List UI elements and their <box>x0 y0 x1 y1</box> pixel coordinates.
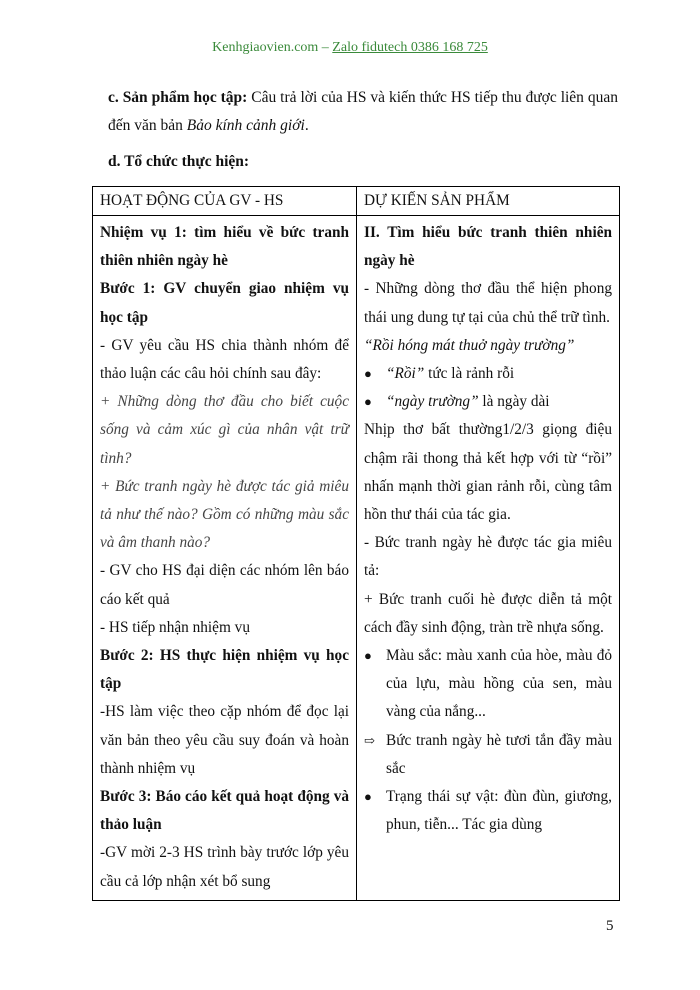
step2-text: -HS làm việc theo cặp nhóm để đọc lại văn bản theo yêu cầu suy đoán và hoàn thành nhiệm vụ <box>100 703 349 777</box>
product-p4: + Bức tranh cuối hè được diễn tả một cách đầy sinh động, tràn trề nhựa sống. <box>364 590 612 636</box>
states-text: Trạng thái sự vật: đùn đùn, giương, phun, tiễn... Tác gia dùng <box>386 788 612 834</box>
activity-table <box>92 186 620 901</box>
question-1: + Những dòng thơ đầu cho biết cuộc sống và cảm xúc gì của nhân vật trữ tình? <box>100 393 349 467</box>
step3-title: Bước 3: Báo cáo kết quả hoạt động và thảo luận <box>100 788 349 834</box>
section-c-label: c. Sản phẩm học tập: <box>108 89 248 106</box>
page-header <box>0 40 700 56</box>
step3-text: -GV mời 2-3 HS trình bày trước lớp yêu cầu cả lớp nhận xét bổ sung <box>100 844 349 890</box>
product-p3: - Bức tranh ngày hè được tác gia miêu tả: <box>364 534 612 580</box>
section-c <box>108 84 618 140</box>
term-ngay-truong: “ngày trường” <box>386 393 479 411</box>
step2-title: Bước 2: HS thực hiện nhiệm vụ học tập <box>100 647 349 693</box>
list-item <box>364 783 612 839</box>
teacher-activity-cell <box>93 216 357 901</box>
task1-title: Nhiệm vụ 1: tìm hiểu về bức tranh thiên nhiên ngày hè <box>100 224 349 270</box>
col2-header: DỰ KIẾN SẢN PHẨM <box>357 187 620 216</box>
list-item <box>364 388 612 416</box>
section-d <box>108 148 618 176</box>
product-p2: Nhịp thơ bất thường1/2/3 giọng điệu chậm rãi thong thả kết hợp với từ “rồi” nhấn mạnh thời gian rảnh rỗi, cùng tâm hồn thư thái của tác gia. <box>364 421 612 524</box>
table-header-row <box>93 187 620 216</box>
expected-product-cell <box>357 216 620 901</box>
term-ngay-truong-meaning: là ngày dài <box>478 393 550 411</box>
product-p1: - Những dòng thơ đầu thể hiện phong thái ung dung tự tại của chủ thể trữ tình. <box>364 280 612 326</box>
bullet-dot-icon: ● <box>364 648 372 664</box>
site-name[interactable]: Kenhgiaovien.com <box>212 40 319 55</box>
step1-receive: - HS tiếp nhận nhiệm vụ <box>100 618 250 636</box>
step1-instruction: - GV yêu cầu HS chia thành nhóm để thảo luận các câu hỏi chính sau đây: <box>100 336 349 383</box>
poem-quote: “Rồi hóng mát thuở ngày trường” <box>364 336 575 354</box>
colors-text: Màu sắc: màu xanh của hòe, màu đỏ của lựu, màu hồng của sen, màu vàng của nắng... <box>386 647 612 721</box>
page-number: 5 <box>606 918 614 934</box>
term-roi-meaning: tức là rảnh rỗi <box>424 365 515 383</box>
term-roi: “Rồi” <box>386 365 425 383</box>
work-title: Bảo kính cảnh giới <box>186 117 305 134</box>
section-c-end: . <box>304 117 309 134</box>
contact-link[interactable]: Zalo fidutech 0386 168 725 <box>332 40 488 55</box>
list-item <box>364 642 612 727</box>
bullet-dot-icon: ● <box>364 789 372 805</box>
arrow-right-icon: ⇨ <box>364 732 375 748</box>
step1-report: - GV cho HS đại diện các nhóm lên báo cáo kết quả <box>100 562 349 608</box>
question-2: + Bức tranh ngày hè được tác giả miêu tả như thế nào? Gồm có những màu sắc và âm thanh nào? <box>100 477 349 552</box>
table-row <box>93 216 620 901</box>
arrow-conclusion: Bức tranh ngày hè tươi tắn đầy màu sắc <box>386 731 612 777</box>
header-separator: – <box>318 40 333 55</box>
list-item <box>364 727 612 783</box>
step1-title: Bước 1: GV chuyển giao nhiệm vụ học tập <box>100 280 349 326</box>
section-c-text: Câu trả lời của HS và kiến thức HS tiếp thu được liên quan đến văn bản <box>108 89 618 134</box>
section-d-label: d. Tổ chức thực hiện: <box>108 153 250 170</box>
bullet-dot-icon: ● <box>364 366 372 382</box>
product-heading: II. Tìm hiểu bức tranh thiên nhiên ngày hè <box>364 224 612 270</box>
bullet-dot-icon: ● <box>364 394 372 410</box>
col1-header: HOẠT ĐỘNG CỦA GV - HS <box>93 187 357 216</box>
list-item <box>364 360 612 388</box>
